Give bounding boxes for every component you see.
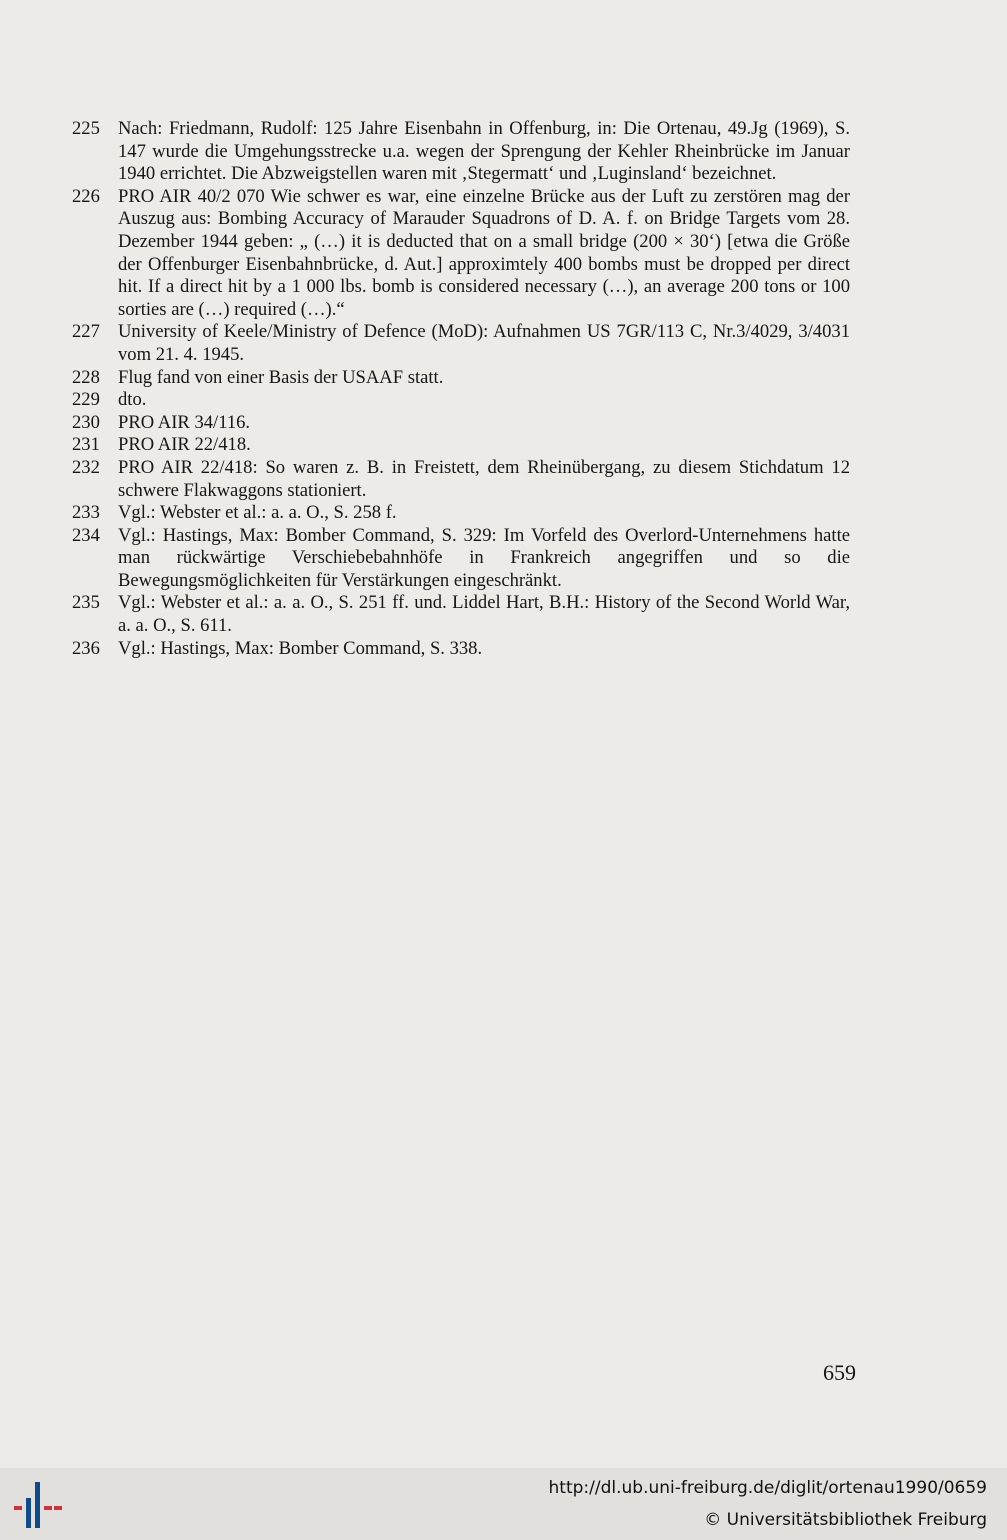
footnote <box>72 525 850 593</box>
footnote-text: Vgl.: Hastings, Max: Bomber Command, S. 329: Im Vorfeld des Overlord-Unternehmens hatte man rückwärtige Verschiebebahnhöfe in Frankreich angegriffen und so die Bewegungsmöglichkeiten für Verstärkungen eingeschränkt. <box>118 524 850 591</box>
footnote-text: Vgl.: Webster et al.: a. a. O., S. 258 f. <box>118 502 397 524</box>
footnote-number: 229 <box>72 389 100 411</box>
footnote-text: Vgl.: Hastings, Max: Bomber Command, S. 338. <box>118 637 483 659</box>
page-number: 659 <box>823 1360 856 1385</box>
footnote-number: 234 <box>72 524 100 546</box>
footnote-text: Vgl.: Webster et al.: a. a. O., S. 251 ff. und. Liddel Hart, B.H.: History of the Second World War, a. a. O., S. 611. <box>118 592 850 637</box>
footnote-text: PRO AIR 22/418: So waren z. B. in Freistett, dem Rheinübergang, zu diesem Stichdatum 12 schwere Flakwaggons stationiert. <box>118 456 850 501</box>
footnote <box>72 592 850 637</box>
footnote <box>72 367 850 390</box>
footnote <box>72 412 850 435</box>
footnote-number: 230 <box>72 411 100 433</box>
footnote <box>72 186 850 322</box>
footnote-text: PRO AIR 40/2 070 Wie schwer es war, eine einzelne Brücke aus der Luft zu zerstören mag der Auszug aus: Bombing Accuracy of Marauder Squadrons of D. A. f. on Bridge Targets vom 28. Dezember 1944 geben: „ (…) it is deducted that on a small bridge (200 × 30‘) [etwa die Größe der Offenburger Eisenbahnbrücke, d. Aut.] approximtely 400 bombs must be dropped per direct hit. If a direct hit by a 1 000 lbs. bomb is considered necessary (…), an average 200 tons or 100 sorties are (…) required (…).“ <box>118 185 850 320</box>
footnote-number: 225 <box>72 118 100 139</box>
footnote-number: 232 <box>72 456 100 478</box>
footnote-number: 226 <box>72 185 100 207</box>
footnote-number: 236 <box>72 637 100 659</box>
footnote-number: 231 <box>72 434 100 456</box>
footnote-number: 235 <box>72 592 100 614</box>
footnote-number: 233 <box>72 502 100 524</box>
permalink[interactable]: http://dl.ub.uni-freiburg.de/diglit/ortenau1990/0659 <box>548 1478 987 1498</box>
footnote-text: Nach: Friedmann, Rudolf: 125 Jahre Eisenbahn in Offenburg, in: Die Ortenau, 49.Jg (1969), S. 147 wurde die Umgehungsstrecke u.a. wegen der Sprengung der Kehler Rheinbrücke im Januar 1940 errichtet. Die Abzweigstellen waren mit ‚Stegermatt‘ und ‚Luginsland‘ bezeichnet. <box>118 118 850 185</box>
footnote-text: dto. <box>118 389 147 411</box>
footnote-text: PRO AIR 22/418. <box>118 434 251 456</box>
footnote-text: University of Keele/Ministry of Defence (MoD): Aufnahmen US 7GR/113 C, Nr.3/4029, 3/4031 vom 21. 4. 1945. <box>118 321 850 365</box>
footnote-text: PRO AIR 34/116. <box>118 411 251 433</box>
footnote <box>72 457 850 502</box>
footnote <box>72 434 850 457</box>
footnotes <box>72 118 850 660</box>
footnote <box>72 118 850 186</box>
copyright-notice: © Universitätsbibliothek Freiburg <box>704 1510 987 1530</box>
footnote <box>72 502 850 525</box>
footnote-number: 228 <box>72 366 100 388</box>
footer-bar <box>0 1468 1007 1540</box>
footnote <box>72 638 850 661</box>
ub-freiburg-logo-icon <box>12 1476 64 1534</box>
footnote-text: Flug fand von einer Basis der USAAF statt. <box>118 366 444 388</box>
footnote <box>72 389 850 412</box>
footnote-number: 227 <box>72 321 100 343</box>
footnote <box>72 321 850 366</box>
